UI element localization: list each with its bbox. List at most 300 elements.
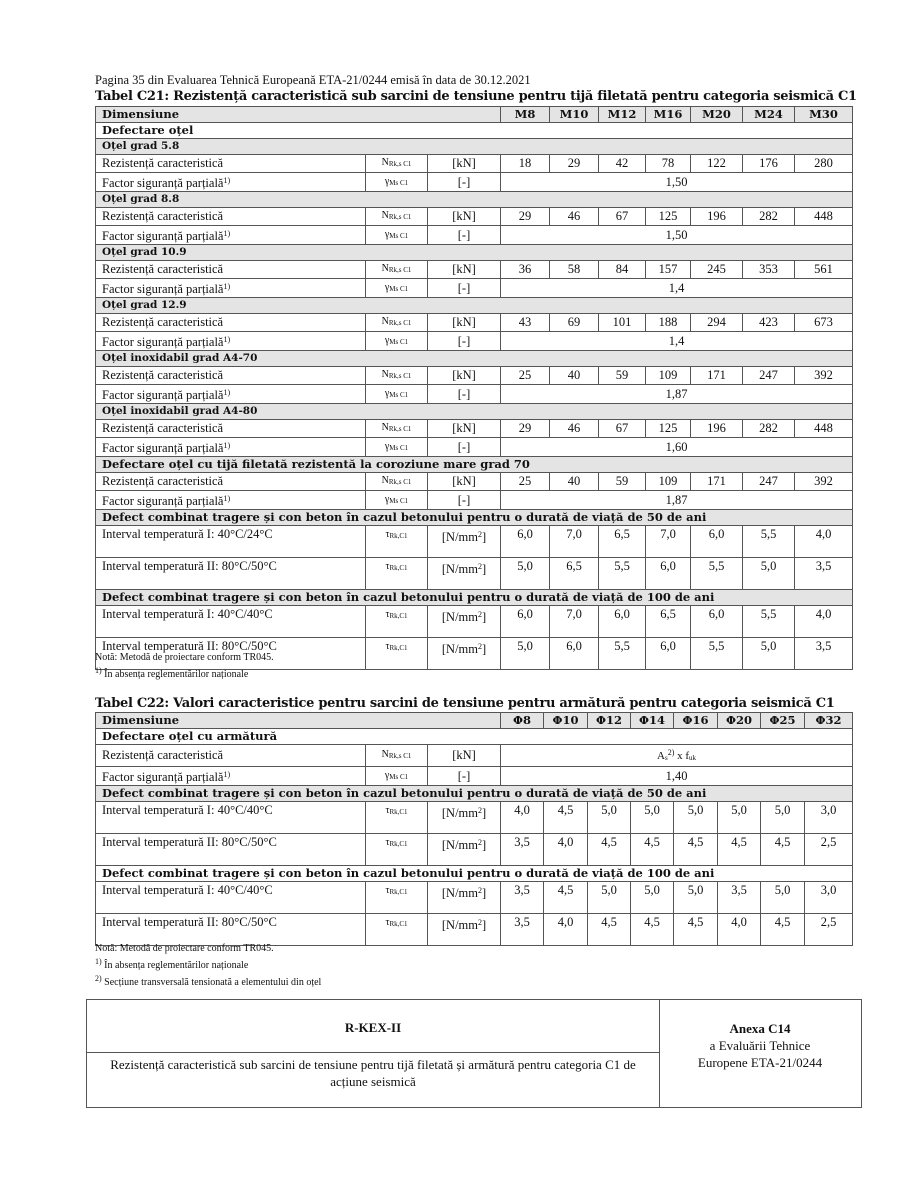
value-cell: 171 xyxy=(691,367,743,385)
footer-divider xyxy=(87,1052,659,1053)
value-cell: 4,0 xyxy=(544,834,588,866)
value-cell: 40 xyxy=(550,367,599,385)
value-cell: 282 xyxy=(743,420,795,438)
table-row xyxy=(96,745,853,767)
column-header: Φ8 xyxy=(501,713,544,729)
column-header: M16 xyxy=(646,107,691,123)
table-row xyxy=(96,473,853,491)
unit-post: ] xyxy=(481,918,487,932)
footnote-mark: 1) xyxy=(223,335,231,344)
section-steel-failure-label: Defectare oțel xyxy=(96,123,853,139)
symbol-subscript: Rk,C1 xyxy=(389,564,408,572)
note-national: $^{1)}$ În absența reglementărilor naționale xyxy=(95,957,249,971)
section-hcr-label: Defectare oțel cu tijă filetată rezistentă la coroziune mare grad 70 xyxy=(96,457,853,473)
table-row xyxy=(96,155,853,173)
value-cell: 4,5 xyxy=(631,834,674,866)
value-cell: 176 xyxy=(743,155,795,173)
symbol-main: γ xyxy=(384,493,390,505)
value-cell: 188 xyxy=(646,314,691,332)
value-cell: 5,0 xyxy=(631,802,674,834)
grade-header-label: Oțel grad 12.9 xyxy=(96,298,853,314)
unit-sup: 2 xyxy=(477,562,482,571)
row-label: Rezistență caracteristică xyxy=(96,367,366,385)
value-cell: 448 xyxy=(795,420,853,438)
unit-sup: 2 xyxy=(477,806,482,815)
factor-value: 1,87 xyxy=(501,385,853,404)
symbol-subscript: Rk,C1 xyxy=(389,840,408,848)
footer-right xyxy=(660,1020,860,1071)
section-bond-50-label: Defect combinat tragere și con beton în cazul betonului pentru o durată de viață de 50 de ani xyxy=(96,510,853,526)
symbol-main: γ xyxy=(384,228,390,240)
symbol-main: τ xyxy=(385,561,390,572)
symbol-n-rk xyxy=(366,367,428,385)
value-cell: 247 xyxy=(743,473,795,491)
footnote-mark: 1) xyxy=(223,441,231,450)
table-row xyxy=(96,834,853,866)
value-cell: 2,5 xyxy=(805,834,853,866)
unit-n-mm2 xyxy=(428,914,501,946)
row-label xyxy=(96,332,366,351)
value-cell: 67 xyxy=(599,420,646,438)
symbol-subscript: Rk,C1 xyxy=(389,888,408,896)
unit-n-mm2 xyxy=(428,606,501,638)
value-cell: 3,5 xyxy=(501,882,544,914)
symbol-subscript: Ms C1 xyxy=(389,231,409,240)
symbol-tau-rk xyxy=(366,882,428,914)
symbol-tau-rk xyxy=(366,802,428,834)
row-label xyxy=(96,438,366,457)
symbol-main: τ xyxy=(385,917,390,928)
unit-n-mm2 xyxy=(428,638,501,670)
value-cell: 109 xyxy=(646,473,691,491)
value-cell: 46 xyxy=(550,420,599,438)
unit-n-mm2 xyxy=(428,526,501,558)
row-label: Rezistență caracteristică xyxy=(96,261,366,279)
symbol-tau-rk xyxy=(366,638,428,670)
value-cell: 4,5 xyxy=(761,834,805,866)
header-dimension: Dimensiune xyxy=(96,713,501,729)
symbol-main: N xyxy=(381,316,389,327)
footnote-mark: 1) xyxy=(223,770,231,779)
value-cell: 5,5 xyxy=(599,638,646,670)
table-row xyxy=(96,385,853,404)
value-cell: 3,5 xyxy=(501,834,544,866)
column-header: Φ32 xyxy=(805,713,853,729)
section-hcr xyxy=(96,457,853,473)
value-cell: 43 xyxy=(501,314,550,332)
symbol-n-rk xyxy=(366,314,428,332)
symbol-main: N xyxy=(381,210,389,221)
value-cell: 7,0 xyxy=(550,526,599,558)
value-cell: 4,5 xyxy=(544,882,588,914)
symbol-main: γ xyxy=(384,175,390,187)
unit-post: ] xyxy=(481,610,487,624)
value-cell: 3,0 xyxy=(805,802,853,834)
column-header: M24 xyxy=(743,107,795,123)
factor-value: 1,50 xyxy=(501,226,853,245)
grade-header xyxy=(96,192,853,208)
unit-pre: [N/mm xyxy=(441,530,478,544)
value-cell: 125 xyxy=(646,208,691,226)
symbol-main: γ xyxy=(384,769,390,781)
symbol-gamma-ms xyxy=(366,385,428,404)
row-label-text: Factor siguranță parțială xyxy=(102,770,224,784)
unit-post: ] xyxy=(481,838,487,852)
symbol-main: τ xyxy=(385,805,390,816)
value-cell: 4,5 xyxy=(718,834,761,866)
symbol-tau-rk xyxy=(366,834,428,866)
symbol-subscript: Rk,C1 xyxy=(389,612,408,620)
symbol-gamma-ms xyxy=(366,491,428,510)
row-label xyxy=(96,385,366,404)
table-row xyxy=(96,606,853,638)
row-label: Rezistență caracteristică xyxy=(96,208,366,226)
value-cell: 392 xyxy=(795,367,853,385)
grade-header xyxy=(96,139,853,155)
value-cell: 69 xyxy=(550,314,599,332)
row-label: Interval temperatură I: 40°C/40°C xyxy=(96,606,366,638)
symbol-n-rk xyxy=(366,208,428,226)
value-cell: 84 xyxy=(599,261,646,279)
section-rebar-failure-label: Defectare oțel cu armătură xyxy=(96,729,853,745)
unit-kn: [kN] xyxy=(428,314,501,332)
value-cell: 245 xyxy=(691,261,743,279)
table-row xyxy=(96,208,853,226)
unit-sup: 2 xyxy=(477,642,482,651)
value-cell: 5,0 xyxy=(743,558,795,590)
value-cell: 5,0 xyxy=(631,882,674,914)
value-cell: 5,0 xyxy=(718,802,761,834)
value-cell: 5,0 xyxy=(674,802,718,834)
unit-kn: [kN] xyxy=(428,261,501,279)
row-label xyxy=(96,226,366,245)
symbol-subscript: Rk,s C1 xyxy=(388,478,412,486)
row-label-text: Factor siguranță parțială xyxy=(102,335,224,349)
symbol-tau-rk xyxy=(366,914,428,946)
annex-line3: Europene ETA-21/0244 xyxy=(697,1055,823,1070)
unit-sup: 2 xyxy=(477,530,482,539)
table-row xyxy=(96,526,853,558)
symbol-main: τ xyxy=(385,529,390,540)
row-label-text: Factor siguranță parțială xyxy=(102,441,224,455)
factor-value: 1,60 xyxy=(501,438,853,457)
unit-kn: [kN] xyxy=(428,745,501,767)
symbol-main: τ xyxy=(385,885,390,896)
grade-header-label: Oțel grad 5.8 xyxy=(96,139,853,155)
symbol-main: γ xyxy=(384,440,390,452)
value-cell: 4,0 xyxy=(544,914,588,946)
symbol-subscript: Rk,C1 xyxy=(389,808,408,816)
unit-dash: [-] xyxy=(428,279,501,298)
row-label: Interval temperatură I: 40°C/40°C xyxy=(96,882,366,914)
product-name: R-KEX-II xyxy=(344,1020,402,1035)
row-label: Interval temperatură II: 80°C/50°C xyxy=(96,638,366,670)
symbol-subscript: Rk,s C1 xyxy=(388,213,412,221)
table-c21-notes xyxy=(95,651,274,681)
value-cell: 247 xyxy=(743,367,795,385)
row-label: Rezistență caracteristică xyxy=(96,155,366,173)
symbol-subscript: Rk,s C1 xyxy=(388,425,412,433)
header-row xyxy=(96,107,853,123)
unit-kn: [kN] xyxy=(428,420,501,438)
symbol-gamma-ms xyxy=(366,438,428,457)
symbol-gamma-ms xyxy=(366,173,428,192)
value-cell: 5,5 xyxy=(743,606,795,638)
row-label: Interval temperatură I: 40°C/24°C xyxy=(96,526,366,558)
value-cell: 58 xyxy=(550,261,599,279)
row-label xyxy=(96,767,366,786)
row-label: Rezistență caracteristică xyxy=(96,745,366,767)
footnote-mark: 1) xyxy=(223,282,231,291)
column-header: Φ16 xyxy=(674,713,718,729)
symbol-subscript: Ms C1 xyxy=(389,772,409,781)
unit-sup: 2 xyxy=(477,918,482,927)
note-method: Notă: Metodă de proiectare conform TR045. xyxy=(95,652,274,663)
symbol-main: γ xyxy=(384,387,390,399)
symbol-gamma-ms xyxy=(366,332,428,351)
section-bond-50 xyxy=(96,786,853,802)
unit-kn: [kN] xyxy=(428,473,501,491)
table-row xyxy=(96,491,853,510)
table-row xyxy=(96,279,853,298)
value-cell: 59 xyxy=(599,367,646,385)
column-header: Φ20 xyxy=(718,713,761,729)
table-row xyxy=(96,226,853,245)
row-label xyxy=(96,491,366,510)
value-cell: 109 xyxy=(646,367,691,385)
formula-f-sub: uk xyxy=(689,754,697,762)
grade-header xyxy=(96,298,853,314)
value-cell: 294 xyxy=(691,314,743,332)
value-cell: 5,0 xyxy=(588,882,631,914)
symbol-main: N xyxy=(381,157,389,168)
column-header: M8 xyxy=(501,107,550,123)
footnote-mark: 1) xyxy=(223,229,231,238)
value-cell: 4,5 xyxy=(674,914,718,946)
column-header: Φ10 xyxy=(544,713,588,729)
symbol-main: γ xyxy=(384,334,390,346)
unit-pre: [N/mm xyxy=(441,918,478,932)
table-row xyxy=(96,314,853,332)
value-cell: 6,5 xyxy=(550,558,599,590)
value-cell: 5,0 xyxy=(761,882,805,914)
section-bond-50 xyxy=(96,510,853,526)
value-cell: 6,0 xyxy=(599,606,646,638)
column-header: M12 xyxy=(599,107,646,123)
section-bond-100-label: Defect combinat tragere și con beton în cazul betonului pentru o durată de viață de 100 de ani xyxy=(96,866,853,882)
unit-n-mm2 xyxy=(428,558,501,590)
annex-line2: a Evaluării Tehnice xyxy=(709,1038,811,1053)
value-cell: 122 xyxy=(691,155,743,173)
symbol-subscript: Rk,s C1 xyxy=(388,266,412,274)
footer-description: Rezistență caracteristică sub sarcini de tensiune pentru tijă filetată și armătură pentru categoria C1 de acțiune seismică xyxy=(110,1057,636,1089)
value-cell: 5,0 xyxy=(588,802,631,834)
column-header: Φ14 xyxy=(631,713,674,729)
table-c22-notes xyxy=(95,942,321,989)
table-row xyxy=(96,420,853,438)
table-row xyxy=(96,332,853,351)
value-cell: 3,5 xyxy=(795,558,853,590)
value-cell: 196 xyxy=(691,420,743,438)
symbol-subscript: Ms C1 xyxy=(389,337,409,346)
value-cell: 6,5 xyxy=(646,606,691,638)
row-label-text: Factor siguranță parțială xyxy=(102,282,224,296)
unit-pre: [N/mm xyxy=(441,886,478,900)
unit-dash: [-] xyxy=(428,332,501,351)
unit-sup: 2 xyxy=(477,838,482,847)
section-bond-50-label: Defect combinat tragere și con beton în cazul betonului pentru o durată de viață de 50 de ani xyxy=(96,786,853,802)
factor-value: 1,40 xyxy=(501,767,853,786)
column-header: Φ12 xyxy=(588,713,631,729)
value-cell: 4,0 xyxy=(501,802,544,834)
value-cell: 59 xyxy=(599,473,646,491)
footnote-mark: 1) xyxy=(223,494,231,503)
symbol-main: N xyxy=(381,369,389,380)
value-cell: 4,0 xyxy=(718,914,761,946)
symbol-subscript: Rk,C1 xyxy=(389,532,408,540)
grade-header-label: Oțel inoxidabil grad A4-70 xyxy=(96,351,853,367)
table-row xyxy=(96,882,853,914)
value-cell: 423 xyxy=(743,314,795,332)
section-bond-100 xyxy=(96,590,853,606)
unit-pre: [N/mm xyxy=(441,838,478,852)
grade-header-label: Oțel inoxidabil grad A4-80 xyxy=(96,404,853,420)
unit-post: ] xyxy=(481,886,487,900)
value-cell: 6,5 xyxy=(599,526,646,558)
value-cell: 282 xyxy=(743,208,795,226)
value-cell: 5,5 xyxy=(691,558,743,590)
value-cell: 29 xyxy=(501,208,550,226)
column-header: M10 xyxy=(550,107,599,123)
symbol-main: τ xyxy=(385,837,390,848)
table-c21-title: Tabel C21: Rezistență caracteristică sub sarcini de tensiune pentru tijă filetată pentru categoria seismică C1 xyxy=(95,89,857,104)
note-national: $^{1)}$ În absența reglementărilor naționale xyxy=(95,666,249,680)
value-cell: 157 xyxy=(646,261,691,279)
value-cell: 171 xyxy=(691,473,743,491)
value-cell: 4,5 xyxy=(631,914,674,946)
resist-formula xyxy=(501,745,853,767)
footnote-mark: 1) xyxy=(223,176,231,185)
row-label: Interval temperatură II: 80°C/50°C xyxy=(96,558,366,590)
value-cell: 6,0 xyxy=(501,526,550,558)
value-cell: 5,0 xyxy=(674,882,718,914)
header-row xyxy=(96,713,853,729)
unit-post: ] xyxy=(481,530,487,544)
symbol-subscript: Ms C1 xyxy=(389,496,409,505)
unit-dash: [-] xyxy=(428,385,501,404)
value-cell: 46 xyxy=(550,208,599,226)
row-label: Interval temperatură I: 40°C/40°C xyxy=(96,802,366,834)
unit-pre: [N/mm xyxy=(441,642,478,656)
value-cell: 448 xyxy=(795,208,853,226)
unit-n-mm2 xyxy=(428,802,501,834)
value-cell: 3,0 xyxy=(805,882,853,914)
formula-a-sup: 2) xyxy=(667,748,675,757)
symbol-n-rk xyxy=(366,473,428,491)
symbol-tau-rk xyxy=(366,558,428,590)
section-bond-100-label: Defect combinat tragere și con beton în cazul betonului pentru o durată de viață de 100 de ani xyxy=(96,590,853,606)
unit-sup: 2 xyxy=(477,886,482,895)
table-row xyxy=(96,767,853,786)
unit-n-mm2 xyxy=(428,834,501,866)
table-c21 xyxy=(95,106,853,670)
symbol-gamma-ms xyxy=(366,767,428,786)
grade-header xyxy=(96,351,853,367)
symbol-subscript: Ms C1 xyxy=(389,178,409,187)
annex-label: Anexa C14 xyxy=(729,1021,791,1036)
row-label-text: Factor siguranță parțială xyxy=(102,176,224,190)
header-dimension: Dimensiune xyxy=(96,107,501,123)
unit-pre: [N/mm xyxy=(441,610,478,624)
footer-left xyxy=(87,1000,660,1107)
value-cell: 7,0 xyxy=(646,526,691,558)
unit-dash: [-] xyxy=(428,438,501,457)
value-cell: 6,0 xyxy=(691,526,743,558)
symbol-n-rk xyxy=(366,420,428,438)
value-cell: 29 xyxy=(550,155,599,173)
symbol-subscript: Rk,s C1 xyxy=(388,752,412,760)
value-cell: 3,5 xyxy=(795,638,853,670)
row-label: Rezistență caracteristică xyxy=(96,314,366,332)
unit-n-mm2 xyxy=(428,882,501,914)
value-cell: 25 xyxy=(501,473,550,491)
section-bond-100 xyxy=(96,866,853,882)
unit-pre: [N/mm xyxy=(441,806,478,820)
value-cell: 6,0 xyxy=(646,558,691,590)
column-header: Φ25 xyxy=(761,713,805,729)
value-cell: 5,5 xyxy=(599,558,646,590)
value-cell: 6,0 xyxy=(501,606,550,638)
table-row xyxy=(96,438,853,457)
row-label-text: Factor siguranță parțială xyxy=(102,229,224,243)
unit-post: ] xyxy=(481,642,487,656)
symbol-subscript: Ms C1 xyxy=(389,390,409,399)
value-cell: 4,5 xyxy=(674,834,718,866)
grade-header-label: Oțel grad 8.8 xyxy=(96,192,853,208)
symbol-main: γ xyxy=(384,281,390,293)
symbol-gamma-ms xyxy=(366,279,428,298)
unit-post: ] xyxy=(481,806,487,820)
symbol-n-rk xyxy=(366,745,428,767)
unit-post: ] xyxy=(481,562,487,576)
symbol-tau-rk xyxy=(366,526,428,558)
unit-pre: [N/mm xyxy=(441,562,478,576)
row-label: Interval temperatură II: 80°C/50°C xyxy=(96,834,366,866)
grade-header-label: Oțel grad 10.9 xyxy=(96,245,853,261)
unit-kn: [kN] xyxy=(428,208,501,226)
factor-value: 1,4 xyxy=(501,332,853,351)
value-cell: 5,5 xyxy=(743,526,795,558)
unit-dash: [-] xyxy=(428,491,501,510)
grade-header xyxy=(96,245,853,261)
value-cell: 5,0 xyxy=(761,802,805,834)
table-row xyxy=(96,261,853,279)
page-header: Pagina 35 din Evaluarea Tehnică Europeană ETA-21/0244 emisă în data de 30.12.2021 xyxy=(95,73,531,87)
footnote-mark: 1) xyxy=(223,388,231,397)
symbol-main: N xyxy=(381,475,389,486)
symbol-n-rk xyxy=(366,155,428,173)
symbol-subscript: Rk,s C1 xyxy=(388,319,412,327)
value-cell: 5,0 xyxy=(501,558,550,590)
value-cell: 67 xyxy=(599,208,646,226)
value-cell: 4,5 xyxy=(761,914,805,946)
row-label: Rezistență caracteristică xyxy=(96,473,366,491)
column-header: M20 xyxy=(691,107,743,123)
row-label: Rezistență caracteristică xyxy=(96,420,366,438)
unit-dash: [-] xyxy=(428,173,501,192)
symbol-main: N xyxy=(381,422,389,433)
row-label: Interval temperatură II: 80°C/50°C xyxy=(96,914,366,946)
